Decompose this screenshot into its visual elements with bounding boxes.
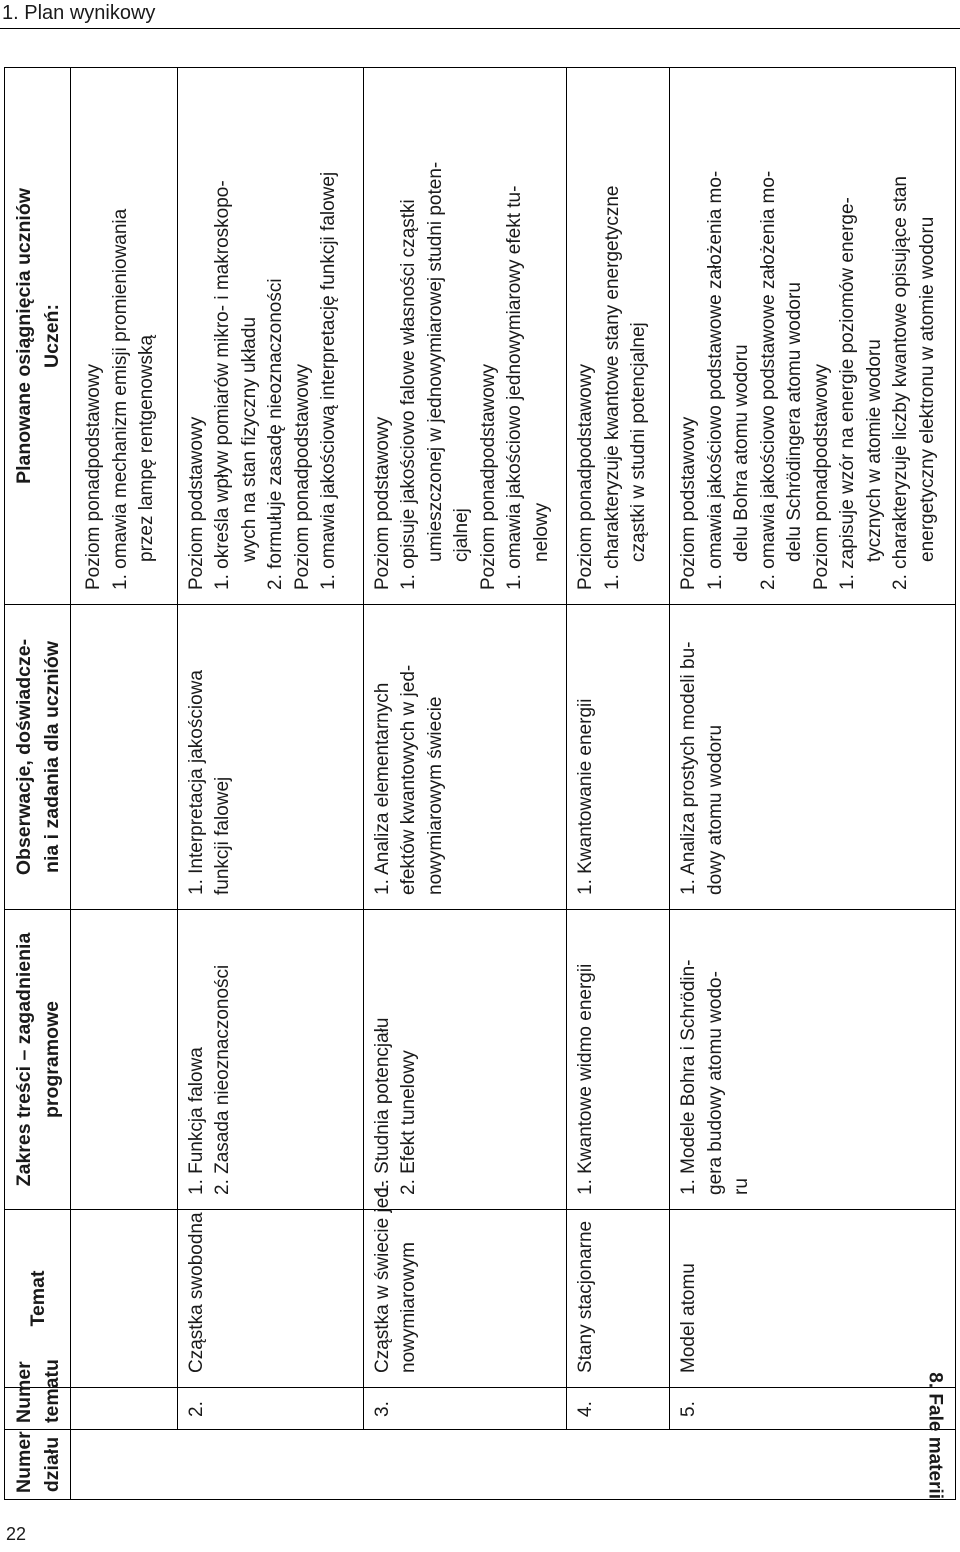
topic-title-line: Cząstka swobodna: [185, 1212, 207, 1373]
outcome-line: 1. omawia jakościowo jednowymiarowy efekt tu-: [504, 185, 526, 590]
curriculum-table: [4, 67, 956, 1500]
outcome-line: 2. formułuje zasadę nieoznaczoności: [265, 278, 287, 590]
topic-number: 4.: [567, 1388, 670, 1430]
outcome-line: Poziom podstawowy: [185, 416, 207, 590]
outcome-continuation: energetyczny elektronu w atomie wodoru: [916, 216, 938, 562]
header-line: Uczeń:: [40, 304, 63, 368]
header-line: Zakres treści – zagadnienia: [12, 932, 35, 1187]
header-tasks: [5, 605, 71, 910]
outcome-continuation: delu Schrödingera atomu wodoru: [784, 282, 806, 562]
header-line: Obserwacje, doświadcze-: [12, 638, 35, 876]
page-number: 22: [6, 1524, 27, 1544]
program-content-line: 1. Modele Bohra i Schrödin-: [678, 959, 700, 1195]
program-content-line: 1. Studnia potencjału: [371, 1017, 393, 1195]
planned-outcomes: [363, 68, 566, 605]
outcome-line: 1. omawia jakościowo podstawowe założenia mo-: [704, 170, 726, 590]
outcome-line: Poziom ponadpodstawowy: [291, 363, 313, 590]
observation-tasks-line: 1. Interpretacja jakościowa: [185, 670, 207, 895]
outcome-line: Poziom ponadpodstawowy: [575, 363, 597, 590]
observation-tasks-line: efektów kwantowych w jed-: [398, 664, 420, 895]
outcome-line: 2. omawia jakościowo podstawowe założenia mo-: [757, 170, 779, 590]
outcome-line: 1. zapisuje wzór na energie poziomów energe-: [837, 197, 859, 590]
outcome-continuation: umieszczonej w jednowymiarowej studni poten-: [424, 161, 446, 562]
running-head: 1. Plan wynikowy: [2, 2, 156, 24]
outcome-line: Poziom podstawowy: [678, 416, 700, 590]
header-line: Numer: [12, 1431, 35, 1493]
header-topic-number: [5, 1359, 71, 1430]
program-content-line: 2. Efekt tunelowy: [398, 1050, 420, 1195]
topic-row: [177, 68, 363, 1500]
outcome-line: 2. charakteryzuje liczby kwantowe opisujące stan: [890, 176, 912, 590]
program-content: [363, 910, 566, 1210]
outcome-line: 1. opisuje jakościowo falowe własności cząstki: [398, 199, 420, 590]
topic-row: [363, 68, 566, 1500]
outcome-continuation: cząstki w studni potencjalnej: [628, 322, 650, 562]
header-line: Temat: [26, 1270, 49, 1327]
topic-number: 5.: [670, 1388, 956, 1430]
carry-over-number: [71, 1388, 178, 1430]
header-content: [5, 910, 71, 1210]
table-body: [71, 68, 956, 1500]
outcome-continuation: nelowy: [530, 502, 552, 562]
outcome-continuation: cjalnej: [451, 508, 473, 562]
program-content-line: 1. Funkcja falowa: [185, 1047, 207, 1195]
header-row: [5, 68, 71, 1500]
header-section-number: [5, 1430, 71, 1500]
header-line: nia i zadania dla uczniów: [40, 641, 63, 873]
section-label: 8. Fale materii: [924, 1372, 945, 1499]
topic-title: [670, 1210, 956, 1388]
topic-row: [670, 68, 956, 1500]
header-line: tematu: [40, 1359, 63, 1423]
header-outcomes: [5, 68, 71, 605]
topic-row: [567, 68, 670, 1500]
topic-title: [363, 1180, 566, 1388]
program-content: [177, 910, 363, 1210]
program-content-line: ru: [731, 1178, 753, 1195]
carry-over-content: [71, 910, 178, 1210]
topic-title-line: nowymiarowym: [398, 1242, 420, 1373]
carry-over-outcomes: [71, 68, 178, 605]
outcome-line: 1. omawia mechanizm emisji promieniowania: [109, 208, 131, 590]
program-content: [670, 910, 956, 1210]
rotated-table-wrapper: [4, 68, 956, 1500]
outcome-continuation: tycznych w atomie wodoru: [863, 339, 885, 562]
program-content-line: gera budowy atomu wodo-: [704, 971, 726, 1195]
outcome-continuation: wych na stan fizyczny układu: [238, 316, 260, 562]
topic-title: [177, 1210, 363, 1388]
planned-outcomes: [567, 68, 670, 605]
observation-tasks-line: 1. Analiza prostych modeli bu-: [678, 641, 700, 895]
observation-tasks-line: 1. Analiza elementarnych: [371, 682, 393, 895]
planned-outcomes: [177, 68, 363, 605]
observation-tasks: [670, 605, 956, 910]
outcome-line: Poziom ponadpodstawowy: [83, 363, 104, 590]
observation-tasks-line: 1. Kwantowanie energii: [575, 698, 597, 895]
outcome-line: 1. omawia jakościową interpretację funkcji falowej: [318, 171, 340, 590]
program-content-line: 1. Kwantowe widmo energii: [575, 963, 597, 1195]
outcome-line: 1. charakteryzuje kwantowe stany energetyczne: [601, 185, 623, 590]
header-line: działu: [40, 1436, 63, 1493]
header-line: Numer: [12, 1361, 35, 1423]
topic-title-line: Stany stacjonarne: [575, 1220, 597, 1373]
observation-tasks-line: dowy atomu wodoru: [704, 724, 726, 895]
observation-tasks-line: nowymiarowym świecie: [424, 696, 446, 895]
outcome-line: Poziom ponadpodstawowy: [477, 363, 499, 590]
outcome-line: Poziom ponadpodstawowy: [810, 363, 832, 590]
section-label-cell: [71, 1372, 956, 1500]
outcome-continuation: delu Bohra atomu wodoru: [731, 344, 753, 562]
topic-number: 3.: [363, 1388, 566, 1430]
header-rule: [0, 28, 960, 29]
topic-title: [567, 1210, 670, 1388]
topic-title-line: Cząstka w świecie jed-: [371, 1180, 393, 1373]
observation-tasks: [177, 605, 363, 910]
outcome-line: 1. określa wpływ pomiarów mikro- i makroskopo-: [212, 180, 234, 590]
topic-number: 2.: [177, 1388, 363, 1430]
observation-tasks: [567, 605, 670, 910]
observation-tasks-line: funkcji falowej: [212, 776, 234, 895]
program-content-line: 2. Zasada nieoznaczoności: [212, 964, 234, 1195]
observation-tasks: [363, 605, 566, 910]
program-content: [567, 910, 670, 1210]
carry-over-topic: [71, 1210, 178, 1388]
header-line: programowe: [40, 1000, 63, 1119]
carry-over-tasks: [71, 605, 178, 910]
outcome-line: Poziom podstawowy: [371, 416, 393, 590]
header-line: Planowane osiągnięcia uczniów: [12, 188, 35, 484]
topic-title-line: Model atomu: [678, 1263, 700, 1373]
outcome-continuation: przez lampę rentgenowską: [136, 334, 157, 562]
planned-outcomes: [670, 68, 956, 605]
carry-over-row: [71, 68, 178, 1500]
